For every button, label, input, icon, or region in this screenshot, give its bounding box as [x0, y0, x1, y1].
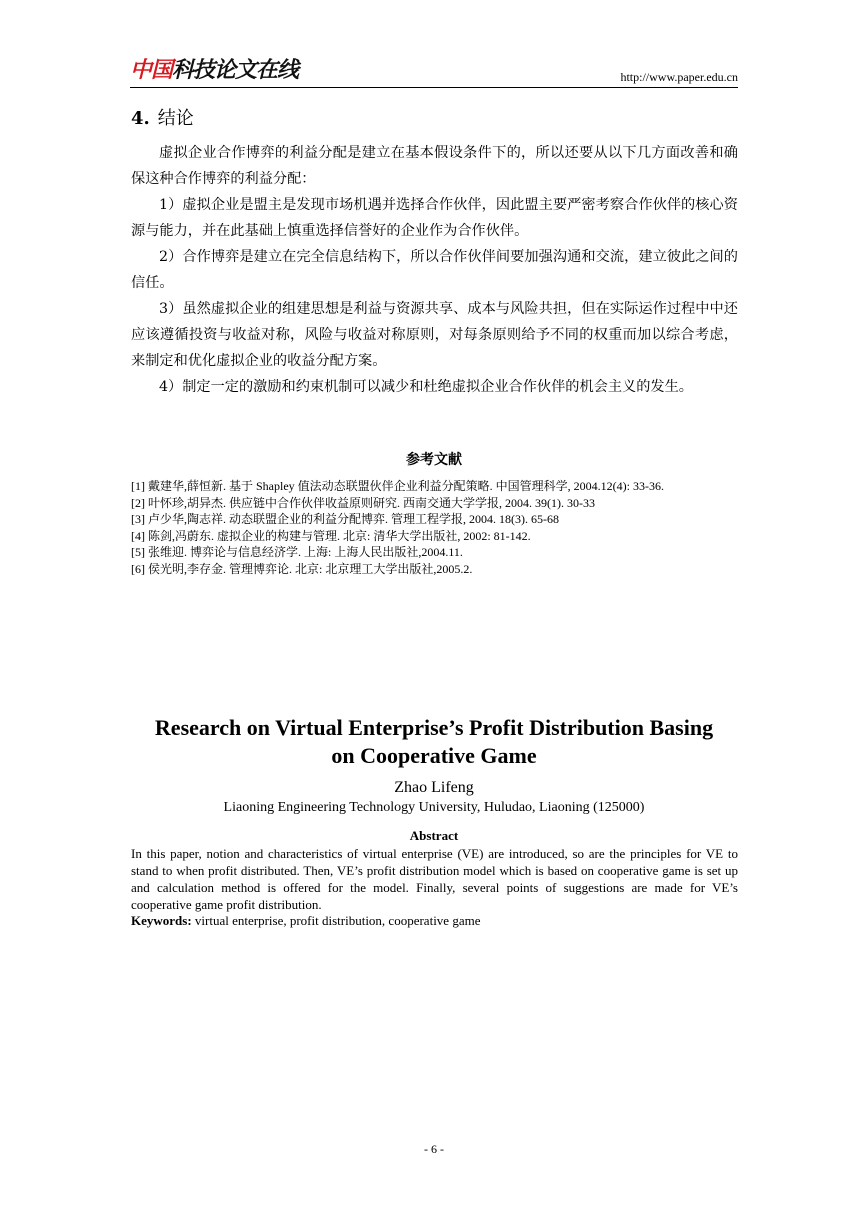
section-number: 4. — [131, 108, 150, 129]
reference-item: [6] 侯光明,李存金. 管理博弈论. 北京: 北京理工大学出版社,2005.2. — [131, 561, 473, 576]
abstract-heading: Abstract — [409, 828, 459, 843]
reference-item: [3] 卢少华,陶志祥. 动态联盟企业的利益分配博弈. 管理工程学报, 2004. 18(3). 65-68 — [131, 512, 559, 526]
keywords-label: Keywords: — [131, 913, 192, 928]
reference-item: [5] 张维迎. 博弈论与信息经济学. 上海: 上海人民出版社,2004.11. — [131, 545, 463, 559]
paragraph-point-1: 1）虚拟企业是盟主是发现市场机遇并选择合作伙伴，因此盟主要严密考察合作伙伴的核心资源与能力，并在此基础上慎重选择信誉好的企业作为合作伙伴。 — [131, 197, 738, 239]
references-heading: 参考文献 — [406, 452, 462, 468]
reference-item: [4] 陈剑,冯蔚东. 虚拟企业的构建与管理. 北京: 清华大学出版社, 2002: 81-142. — [131, 528, 531, 543]
section-title: 结论 — [157, 108, 194, 129]
conclusion-body — [131, 140, 738, 400]
paragraph-intro: 虚拟企业合作博弈的利益分配是建立在基本假设条件下的，所以还要从以下几方面改善和确保这种合作博弈的利益分配： — [131, 145, 738, 187]
page-number: - 6 - — [424, 1142, 444, 1156]
logo-black-text: 科技论文在线 — [172, 58, 299, 83]
keywords-text: virtual enterprise, profit distribution, cooperative game — [191, 913, 481, 928]
keywords-line — [131, 912, 738, 929]
references-list — [131, 478, 738, 577]
reference-item: [1] 戴建华,薛恒新. 基于 Shapley 值法动态联盟伙伴企业利益分配策略. 中国管理科学, 2004.12(4): 33-36. — [131, 479, 664, 493]
reference-item: [2] 叶怀珍,胡异杰. 供应链中合作伙伴收益原则研究. 西南交通大学学报, 2004. 39(1). 30-33 — [131, 495, 595, 510]
paragraph-point-3: 3）虽然虚拟企业的组建思想是利益与资源共享、成本与风险共担，但在实际运作过程中中还应该遵循投资与收益对称，风险与收益对称原则，对每条原则给予不同的权重而加以综合考虑，来制定和优化虚拟企业的收益分配方案。 — [131, 301, 738, 369]
site-logo — [130, 58, 298, 84]
english-title-line-2: on Cooperative Game — [331, 743, 537, 768]
section-heading — [131, 108, 194, 130]
abstract-text: In this paper, notion and characteristics of virtual enterprise (VE) are introduced, so are the principles for VE to stand to when profit distributed. Then, VE’s profit distribution model which is based on cooperative game is set up and calculation method is offered for the model. Finally, several points of suggestions are made for VE’s cooperative game profit distribution. — [131, 846, 738, 912]
header-divider — [130, 87, 738, 88]
logo-red-text: 中国 — [130, 58, 173, 83]
site-url[interactable]: http://www.paper.edu.cn — [620, 70, 738, 84]
author-affiliation: Liaoning Engineering Technology University, Huludao, Liaoning (125000) — [223, 800, 645, 815]
page-header — [130, 58, 738, 88]
english-title-line-1: Research on Virtual Enterprise’s Profit Distribution Basing — [154, 715, 714, 740]
paragraph-point-2: 2）合作博弈是建立在完全信息结构下，所以合作伙伴间要加强沟通和交流，建立彼此之间的信任。 — [131, 249, 738, 291]
english-title — [0, 714, 868, 770]
paragraph-point-4: 4）制定一定的激励和约束机制可以减少和杜绝虚拟企业合作伙伴的机会主义的发生。 — [159, 379, 693, 395]
author-name: Zhao Lifeng — [394, 779, 474, 796]
